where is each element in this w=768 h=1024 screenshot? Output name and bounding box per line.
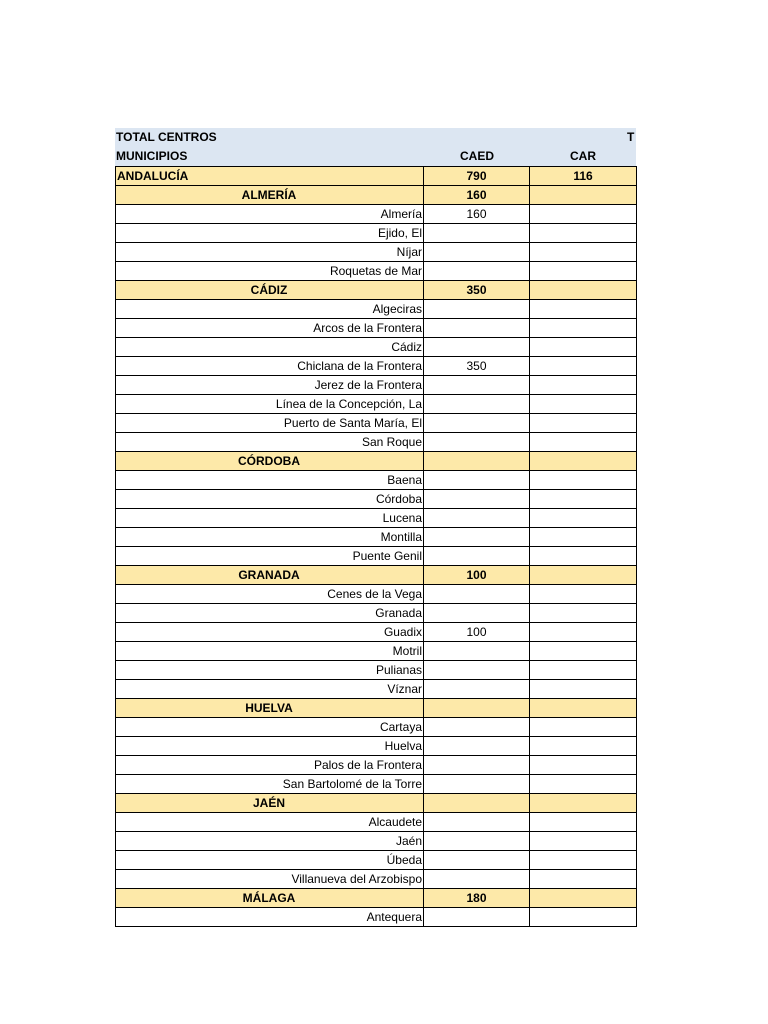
caed-cell[interactable] (424, 528, 530, 547)
header-row-columns (115, 147, 636, 166)
municipality-name-cell[interactable]: Baena (116, 471, 424, 490)
municipality-name-cell[interactable]: Níjar (116, 243, 424, 262)
municipality-row (116, 262, 637, 281)
caed-cell[interactable] (424, 661, 530, 680)
caed-cell[interactable] (424, 775, 530, 794)
province-name: JAÉN (252, 795, 285, 810)
caed-cell[interactable] (424, 471, 530, 490)
municipality-row (116, 509, 637, 528)
province-name: MÁLAGA (242, 890, 296, 905)
caed-cell[interactable] (424, 585, 530, 604)
municipality-row (116, 338, 637, 357)
municipality-name-cell[interactable]: Almería (116, 205, 424, 224)
car-cell[interactable] (530, 414, 637, 433)
municipality-name-cell[interactable]: Víznar (116, 680, 424, 699)
caed-cell[interactable]: 350 (424, 281, 530, 300)
car-cell[interactable] (530, 547, 637, 566)
car-cell[interactable] (530, 281, 637, 300)
province-row (116, 186, 637, 205)
car-cell[interactable] (530, 661, 637, 680)
municipality-name-cell[interactable]: Guadix (116, 623, 424, 642)
caed-cell[interactable] (424, 680, 530, 699)
car-cell[interactable] (530, 642, 637, 661)
caed-cell[interactable]: 160 (424, 205, 530, 224)
caed-cell[interactable] (424, 509, 530, 528)
car-cell[interactable] (530, 376, 637, 395)
municipality-name-cell[interactable]: Lucena (116, 509, 424, 528)
municipality-name-cell[interactable]: Algeciras (116, 300, 424, 319)
caed-cell[interactable]: 790 (424, 167, 530, 186)
header-row-total (115, 128, 636, 147)
car-cell[interactable] (530, 490, 637, 509)
municipality-name-cell[interactable]: Línea de la Concepción, La (116, 395, 424, 414)
province-row (116, 889, 637, 908)
caed-cell[interactable] (424, 414, 530, 433)
municipality-row (116, 642, 637, 661)
car-cell[interactable] (530, 604, 637, 623)
caed-cell[interactable] (424, 376, 530, 395)
caed-cell[interactable]: 100 (424, 566, 530, 585)
municipality-row (116, 547, 637, 566)
municipality-row (116, 718, 637, 737)
truncated-header-label: T (627, 130, 635, 144)
caed-cell[interactable] (424, 813, 530, 832)
region-name-cell[interactable]: ANDALUCÍA (116, 167, 424, 186)
municipality-row (116, 205, 637, 224)
province-name: ALMERÍA (241, 187, 297, 202)
municipality-row (116, 813, 637, 832)
caed-cell[interactable] (424, 547, 530, 566)
car-cell[interactable] (530, 851, 637, 870)
municipality-name-cell[interactable]: Jaén (116, 832, 424, 851)
car-cell[interactable] (530, 433, 637, 452)
municipality-row (116, 243, 637, 262)
car-cell[interactable] (530, 319, 637, 338)
caed-cell[interactable] (424, 300, 530, 319)
caed-cell[interactable] (424, 908, 530, 927)
municipality-row (116, 623, 637, 642)
car-cell[interactable] (530, 623, 637, 642)
province-row (116, 566, 637, 585)
caed-cell[interactable] (424, 832, 530, 851)
municipality-row (116, 224, 637, 243)
caed-cell[interactable] (424, 395, 530, 414)
car-cell[interactable] (530, 528, 637, 547)
caed-cell[interactable] (424, 262, 530, 281)
caed-column-header: CAED (460, 149, 495, 163)
caed-cell[interactable] (424, 604, 530, 623)
municipality-row (116, 585, 637, 604)
caed-cell[interactable] (424, 699, 530, 718)
municipality-name-cell[interactable]: Huelva (116, 737, 424, 756)
car-cell[interactable] (530, 300, 637, 319)
municipality-row (116, 604, 637, 623)
caed-cell[interactable]: 160 (424, 186, 530, 205)
province-name: CÓRDOBA (238, 453, 300, 468)
municipality-row (116, 832, 637, 851)
province-name-cell[interactable] (116, 794, 424, 813)
car-cell[interactable] (530, 908, 637, 927)
caed-cell[interactable] (424, 243, 530, 262)
car-cell[interactable] (530, 566, 637, 585)
car-cell[interactable] (530, 186, 637, 205)
car-cell[interactable] (530, 889, 637, 908)
caed-cell[interactable] (424, 642, 530, 661)
car-cell[interactable] (530, 870, 637, 889)
municipality-name-cell[interactable]: Ejido, El (116, 224, 424, 243)
municipality-name-cell[interactable]: Puerto de Santa María, El (116, 414, 424, 433)
car-cell[interactable] (530, 224, 637, 243)
municipality-name-cell[interactable]: Antequera (116, 908, 424, 927)
municipality-row (116, 908, 637, 927)
caed-cell[interactable] (424, 433, 530, 452)
municipality-row (116, 775, 637, 794)
municipality-name-cell[interactable]: Córdoba (116, 490, 424, 509)
municipality-row (116, 433, 637, 452)
caed-cell[interactable] (424, 338, 530, 357)
municipios-header: MUNICIPIOS (116, 149, 188, 163)
municipality-row (116, 870, 637, 889)
municipality-name-cell[interactable]: San Bartolomé de la Torre (116, 775, 424, 794)
car-column-header: CAR (570, 149, 596, 163)
municipality-row (116, 680, 637, 699)
municipality-row (116, 300, 637, 319)
municipality-name-cell[interactable]: Granada (116, 604, 424, 623)
province-name: HUELVA (245, 700, 293, 715)
car-cell[interactable] (530, 452, 637, 471)
municipality-row (116, 737, 637, 756)
municipality-name-cell[interactable]: Puente Genil (116, 547, 424, 566)
province-name-cell[interactable] (116, 566, 424, 585)
province-row (116, 452, 637, 471)
municipality-name-cell[interactable]: Roquetas de Mar (116, 262, 424, 281)
province-name: CÁDIZ (250, 282, 288, 297)
province-name-cell[interactable] (116, 281, 424, 300)
municipality-row (116, 319, 637, 338)
municipality-name-cell[interactable]: San Roque (116, 433, 424, 452)
municipality-row (116, 471, 637, 490)
municipality-name-cell[interactable]: Alcaudete (116, 813, 424, 832)
caed-cell[interactable] (424, 851, 530, 870)
province-name-cell[interactable] (116, 699, 424, 718)
car-cell[interactable] (530, 832, 637, 851)
car-cell[interactable] (530, 585, 637, 604)
caed-cell[interactable]: 350 (424, 357, 530, 376)
car-cell[interactable] (530, 680, 637, 699)
municipality-name-cell[interactable]: Arcos de la Frontera (116, 319, 424, 338)
municipality-row (116, 376, 637, 395)
caed-cell[interactable] (424, 319, 530, 338)
car-cell[interactable] (530, 737, 637, 756)
car-cell[interactable] (530, 775, 637, 794)
car-cell[interactable] (530, 395, 637, 414)
car-cell[interactable] (530, 205, 637, 224)
municipality-name-cell[interactable]: Pulianas (116, 661, 424, 680)
province-row (116, 699, 637, 718)
municipality-row (116, 395, 637, 414)
car-cell[interactable] (530, 794, 637, 813)
spreadsheet (115, 128, 636, 927)
province-row (116, 281, 637, 300)
municipality-name-cell[interactable]: Jerez de la Frontera (116, 376, 424, 395)
car-cell[interactable] (530, 699, 637, 718)
province-row (116, 794, 637, 813)
total-centros-label: TOTAL CENTROS (116, 130, 217, 144)
municipality-row (116, 357, 637, 376)
caed-cell[interactable] (424, 452, 530, 471)
province-name: GRANADA (238, 567, 300, 582)
caed-cell[interactable]: 180 (424, 889, 530, 908)
centers-table (115, 166, 637, 927)
municipality-row (116, 528, 637, 547)
caed-cell[interactable] (424, 870, 530, 889)
municipality-name-cell[interactable]: Cartaya (116, 718, 424, 737)
car-cell[interactable] (530, 471, 637, 490)
municipality-row (116, 851, 637, 870)
municipality-name-cell[interactable]: Villanueva del Arzobispo (116, 870, 424, 889)
province-name-cell[interactable] (116, 889, 424, 908)
caed-cell[interactable] (424, 737, 530, 756)
car-cell[interactable] (530, 509, 637, 528)
municipality-name-cell[interactable]: Cenes de la Vega (116, 585, 424, 604)
municipality-row (116, 490, 637, 509)
car-cell[interactable] (530, 262, 637, 281)
municipality-row (116, 756, 637, 775)
caed-cell[interactable] (424, 794, 530, 813)
caed-cell[interactable] (424, 224, 530, 243)
municipality-name-cell[interactable]: Chiclana de la Frontera (116, 357, 424, 376)
car-cell[interactable]: 116 (530, 167, 637, 186)
region-row (116, 167, 637, 186)
municipality-name-cell[interactable]: Montilla (116, 528, 424, 547)
caed-cell[interactable] (424, 756, 530, 775)
car-cell[interactable] (530, 357, 637, 376)
car-cell[interactable] (530, 813, 637, 832)
car-cell[interactable] (530, 243, 637, 262)
caed-cell[interactable] (424, 490, 530, 509)
municipality-name-cell[interactable]: Palos de la Frontera (116, 756, 424, 775)
car-cell[interactable] (530, 718, 637, 737)
province-name-cell[interactable] (116, 186, 424, 205)
caed-cell[interactable] (424, 718, 530, 737)
municipality-row (116, 414, 637, 433)
car-cell[interactable] (530, 756, 637, 775)
municipality-name-cell[interactable]: Motril (116, 642, 424, 661)
municipality-name-cell[interactable]: Cádiz (116, 338, 424, 357)
province-name-cell[interactable] (116, 452, 424, 471)
car-cell[interactable] (530, 338, 637, 357)
municipality-row (116, 661, 637, 680)
caed-cell[interactable]: 100 (424, 623, 530, 642)
municipality-name-cell[interactable]: Úbeda (116, 851, 424, 870)
